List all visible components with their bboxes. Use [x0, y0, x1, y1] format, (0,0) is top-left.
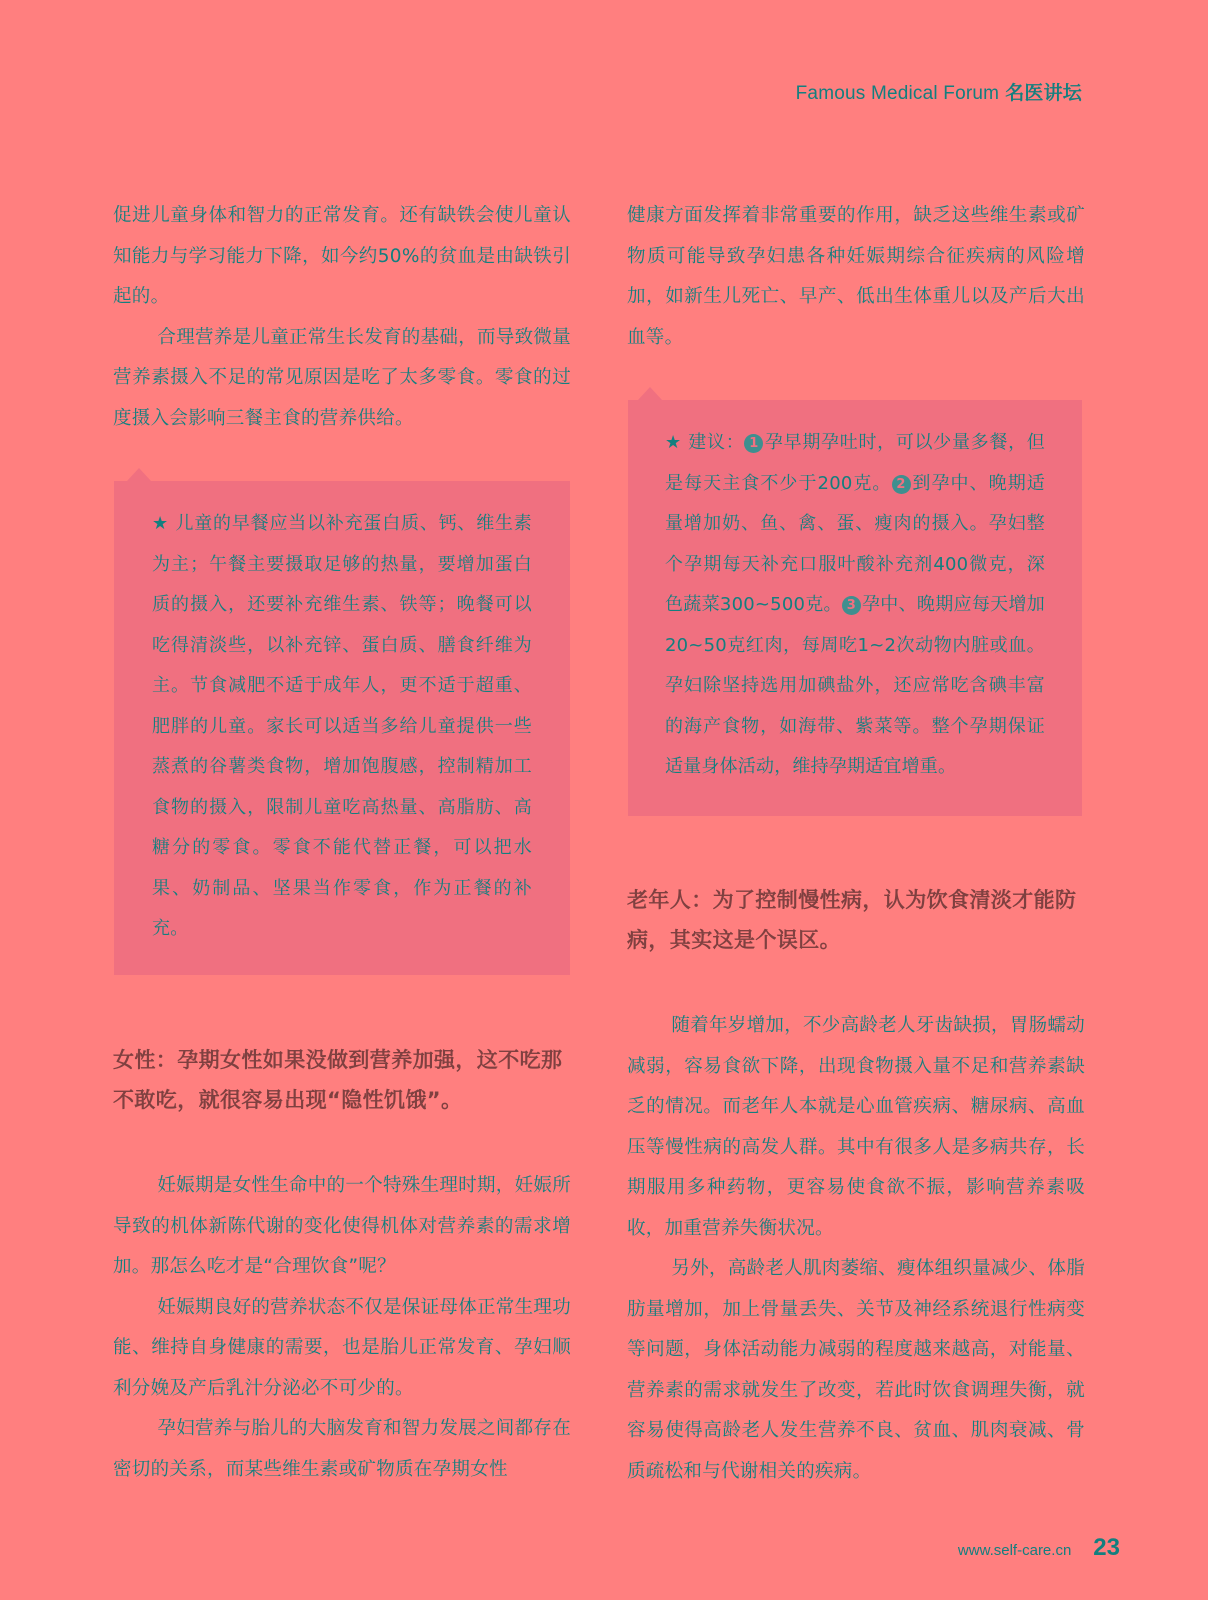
tip-text [665, 423, 1045, 788]
elderly-section [627, 880, 1085, 1492]
star-icon: ★ [665, 432, 682, 453]
number-3-icon: 3 [842, 596, 861, 615]
tip-body: 儿童的早餐应当以补充蛋白质、钙、维生素为主；午餐主要摄取足够的热量，要增加蛋白质的摄入，还要补充维生素、铁等；晚餐可以吃得清淡些，以补充锌、蛋白质、膳食纤维为主。节食减肥不适于成年人，更不适于超重、肥胖的儿童。家长可以适当多给儿童提供一些蒸煮的谷薯类食物，增加饱腹感，控制精加工食物的摄入，限制儿童吃高热量、高脂肪、高糖分的零食。零食不能代替正餐，可以把水果、奶制品、坚果当作零食，作为正餐的补充。 [152, 513, 532, 939]
header-title-en: Famous Medical Forum [795, 83, 1000, 104]
page-footer [958, 1534, 1120, 1562]
tip-text [152, 504, 532, 950]
number-2-icon: 2 [892, 475, 911, 494]
tip-label: 建议： [688, 432, 745, 453]
number-1-icon: 1 [744, 434, 763, 453]
paragraph: 妊娠期良好的营养状态不仅是保证母体正常生理功能、维持自身健康的需要，也是胎儿正常发育、孕妇顺利分娩及产后乳汁分泌必不可少的。 [113, 1296, 571, 1399]
paragraph: 合理营养是儿童正常生长发育的基础，而导致微量营养素摄入不足的常见原因是吃了太多零食。零食的过度摄入会影响三餐主食的营养供给。 [113, 326, 571, 429]
left-column-intro [113, 196, 571, 439]
pregnancy-tip-box [628, 400, 1082, 816]
section-heading-elderly: 老年人：为了控制慢性病，认为饮食清淡才能防病，其实这是个误区。 [627, 888, 1077, 952]
paragraph: 促进儿童身体和智力的正常发育。还有缺铁会使儿童认知能力与学习能力下降，如今约50%的贫血是由缺铁引起的。 [113, 205, 571, 307]
right-column-intro [627, 196, 1085, 358]
paragraph: 孕妇营养与胎儿的大脑发育和智力发展之间都存在密切的关系，而某些维生素或矿物质在孕期女性 [113, 1418, 571, 1480]
paragraph: 另外，高龄老人肌肉萎缩、瘦体组织量减少、体脂肪量增加，加上骨量丢失、关节及神经系统退行性病变等问题，身体活动能力减弱的程度越来越高，对能量、营养素的需求就发生了改变，若此时饮食调理失衡，就容易使得高龄老人发生营养不良、贫血、肌肉衰减、骨质疏松和与代谢相关的疾病。 [627, 1258, 1085, 1482]
tip-item: 到孕中、晚期适量增加奶、鱼、禽、蛋、瘦肉的摄入。孕妇整个孕期每天补充口服叶酸补充剂400微克，深色蔬菜300~500克。 [665, 472, 1045, 615]
section-heading-women: 女性：孕期女性如果没做到营养加强，这不吃那不敢吃，就很容易出现“隐性饥饿”。 [113, 1048, 563, 1112]
website-url: www.self-care.cn [957, 1542, 1072, 1559]
paragraph: 随着年岁增加，不少高龄老人牙齿缺损，胃肠蠕动减弱，容易食欲下降，出现食物摄入量不足和营养素缺乏的情况。而老年人本就是心血管疾病、糖尿病、高血压等慢性病的高发人群。其中有很多人是多病共存，长期服用多种药物，更容易使食欲不振，影响营养素吸收，加重营养失衡状况。 [627, 1015, 1085, 1239]
children-tip-box [114, 481, 570, 975]
page-number: 23 [1093, 1534, 1120, 1561]
callout-notch [127, 468, 151, 481]
callout-notch [638, 387, 662, 400]
running-header [796, 78, 1082, 105]
paragraph: 妊娠期是女性生命中的一个特殊生理时期，妊娠所导致的机体新陈代谢的变化使得机体对营养素的需求增加。那怎么吃才是“合理饮食”呢？ [113, 1175, 571, 1277]
header-title-cn: 名医讲坛 [1005, 82, 1082, 104]
women-section [113, 1040, 571, 1490]
tip-item: 孕早期孕吐时，可以少量多餐，但是每天主食不少于200克。 [665, 432, 1045, 494]
tip-item: 孕中、晚期应每天增加20~50克红肉，每周吃1~2次动物内脏或血。孕妇除坚持选用加碘盐外，还应常吃含碘丰富的海产食物，如海带、紫菜等。整个孕期保证适量身体活动，维持孕期适宜增重。 [665, 594, 1045, 777]
paragraph: 健康方面发挥着非常重要的作用，缺乏这些维生素或矿物质可能导致孕妇患各种妊娠期综合征疾病的风险增加，如新生儿死亡、早产、低出生体重儿以及产后大出血等。 [627, 205, 1085, 348]
star-icon: ★ [152, 513, 169, 534]
